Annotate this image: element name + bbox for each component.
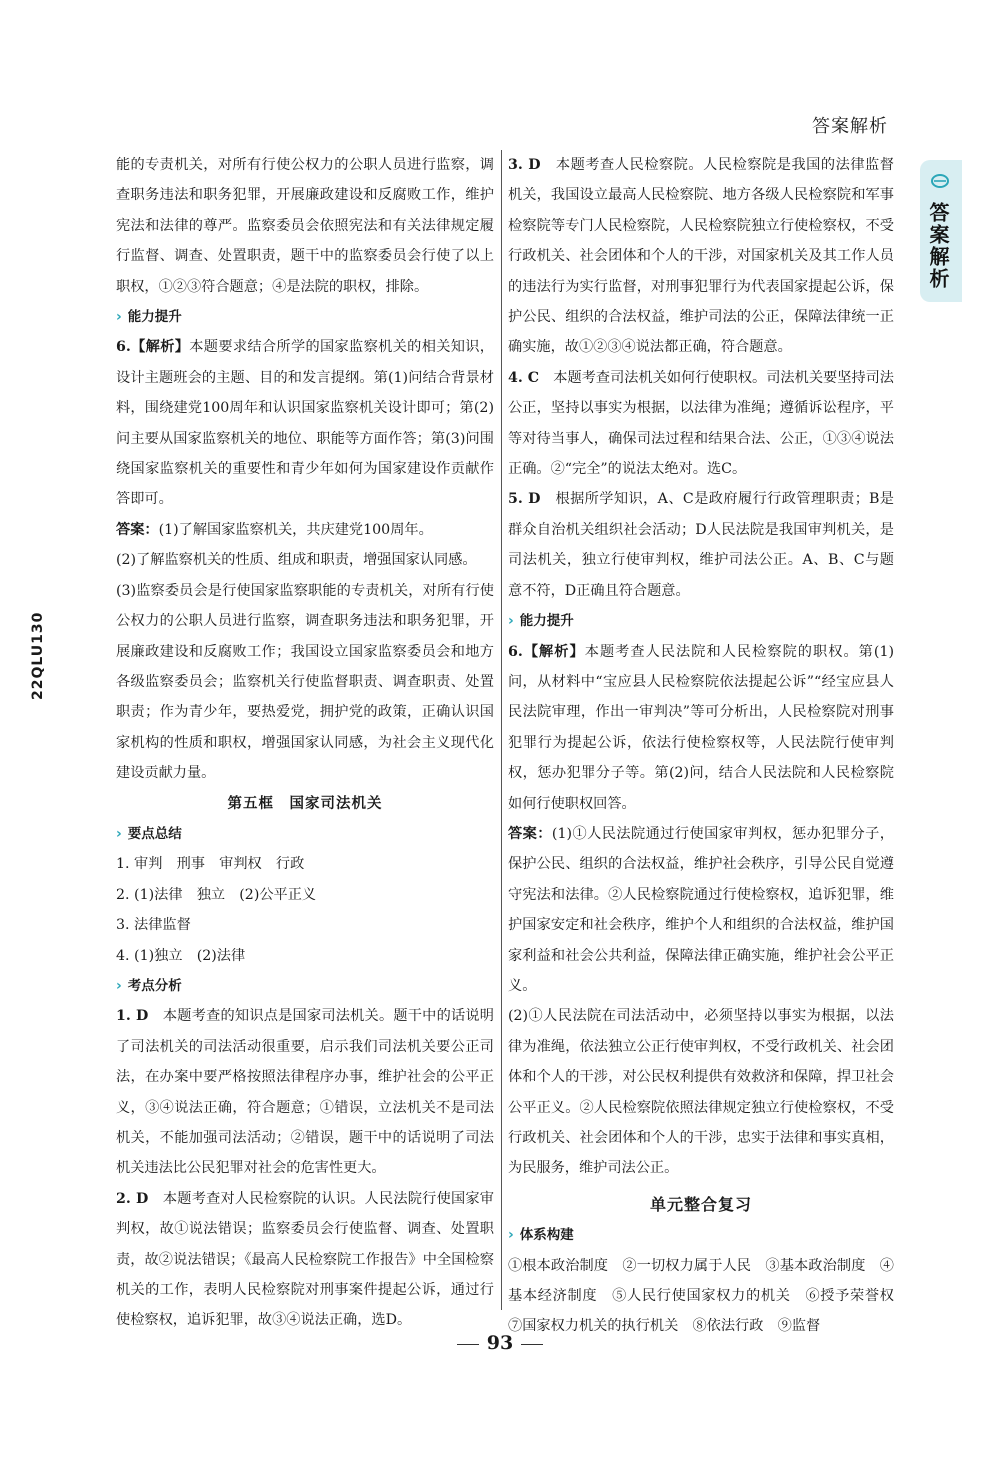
page-header-title: 答案解析 — [812, 116, 888, 137]
question-5-analysis — [508, 484, 894, 606]
side-tab-label: 答案解析 — [926, 202, 950, 290]
answer-text: (1)了解国家监察机关，共庆建党100周年。 — [158, 521, 433, 538]
question-6-analysis — [116, 332, 494, 514]
chevron-right-icon: › — [116, 309, 122, 326]
question-text: 本题考查对人民检察院的认识。人民法院行使国家审判权，故①说法错误；监察委员会行使监督、调查、处置职责，故②说法错误；《最高人民检察院工作报告》中全国检察机关的工作，表明人民检察院对刑事案件提起公诉，通过行使检察权，追诉犯罪，故③④说法正确，选D。 — [116, 1190, 494, 1329]
chevron-right-icon: › — [116, 825, 122, 842]
chevron-right-icon: › — [508, 613, 514, 630]
question-4-analysis — [508, 363, 894, 485]
answer-line — [116, 515, 494, 545]
section-heading-label: 能力提升 — [127, 309, 182, 326]
answer-line: (2)①人民法院在司法活动中，必须坚持以事实为根据，以法律为准绳，依法独立公正行使审判权，不受行政机关、社会团体和个人的干涉，对公民权利提供有效救济和保障，捍卫社会公平正义。②人民检察院依照法律规定独立行使检察权，不受行政机关、社会团体和个人的干涉，忠实于法律和事实真相，为民服务，维护司法公正。 — [508, 1008, 894, 1177]
page-number-dash — [521, 1344, 543, 1345]
question-label: 6.【解析】 — [508, 643, 585, 660]
section-heading-label: 考点分析 — [127, 977, 182, 994]
question-3-analysis — [508, 150, 894, 363]
leaf-icon — [930, 172, 950, 190]
answer-text: (1)①人民法院通过行使国家审判权，惩办犯罪分子，保护公民、组织的合法权益，维护社会秩序，引导公民自觉遵守宪法和法律。②人民检察院通过行使检察权，追诉犯罪，维护国家安定和社会秩序，维护个人和组织的合法权益，维护国家利益和社会公共利益，保障法律正确实施，维护社会公平正义。 — [508, 825, 894, 994]
chevron-right-icon: › — [116, 977, 122, 994]
continued-paragraph: 能的专责机关，对所有行使公权力的公职人员进行监察，调查职务违法和职务犯罪，开展廉政建设和反腐败工作，维护宪法和法律的尊严。监察委员会依照宪法和有关法律规定履行监督、调查、处置职责，题干中的监察委员会行使了以上职权，①②③符合题意；④是法院的职权，排除。 — [116, 157, 494, 295]
question-text: 本题考查司法机关如何行使职权。司法机关要坚持司法公正，坚持以事实为根据，以法律为准绳；遵循诉讼程序，平等对待当事人，确保司法过程和结果合法、公正，①③④说法正确。②“完全”的说法太绝对。选C。 — [508, 369, 894, 478]
question-label: 3. D — [508, 157, 541, 173]
question-1-analysis — [116, 1001, 494, 1183]
question-label: 2. D — [116, 1190, 149, 1207]
question-label: 5. D — [508, 491, 541, 508]
section-heading-key-points — [116, 819, 494, 849]
section-heading-system — [508, 1220, 894, 1250]
answer-label: 答案： — [508, 825, 552, 842]
question-text: 本题考查的知识点是国家司法机关。题干中的话说明了司法机关的司法活动很重要，启示我们司法机关要公正司法，在办案中要严格按照法律程序办事，维护社会的公平正义，③④说法正确，符合题意；①错误，立法机关不是司法机关，不能加强司法活动；②错误，题干中的话说明了司法机关违法比公民犯罪对社会的危害性更大。 — [116, 1008, 494, 1177]
column-divider — [501, 150, 502, 1310]
section-heading-ability — [508, 606, 894, 636]
answer-line: (2)了解监察机关的性质、组成和职责，增强国家认同感。 — [116, 552, 477, 569]
page-number-value: 93 — [486, 1332, 514, 1354]
side-book-code: 22QLU130 — [30, 611, 46, 700]
system-construction-text: ①根本政治制度 ②一切权力属于人民 ③基本政治制度 ④基本经济制度 ⑤人民行使国家权力的机关 ⑥授予荣誉权 ⑦国家权力机关的执行机关 ⑧依法行政 ⑨监督 — [508, 1257, 909, 1335]
question-label: 6.【解析】 — [116, 339, 190, 356]
question-text: 本题要求结合所学的国家监察机关的相关知识，设计主题班会的主题、目的和发言提纲。第(1)问结合背景材料，围绕建党100周年和认识国家监察机关设计即可；第(2)问主要从国家监察机关的地位、职能等方面作答；第(3)问围绕国家监察机关的重要性和青少年如何为国家建设作贡献作答即可。 — [116, 339, 494, 508]
section-heading-analysis — [116, 971, 494, 1001]
chevron-right-icon: › — [508, 1227, 514, 1244]
key-point-item: 3. 法律监督 — [116, 917, 191, 934]
question-label: 1. D — [116, 1008, 149, 1025]
page-number-dash — [457, 1344, 479, 1345]
key-point-item: 4. (1)独立 (2)法律 — [116, 947, 246, 964]
right-column — [508, 150, 909, 1342]
answer-label: 答案： — [116, 521, 159, 538]
unit-review-title: 单元整合复习 — [649, 1194, 752, 1214]
subsection-title: 第五框 国家司法机关 — [227, 794, 383, 812]
section-heading-label: 体系构建 — [519, 1227, 574, 1244]
answer-line — [508, 819, 894, 1001]
question-label: 4. C — [508, 369, 540, 386]
question-text: 根据所学知识，A、C是政府履行行政管理职责；B是群众自治机关组织社会活动；D人民法院是我国审判机关，是司法机关，独立行使审判权，维护司法公正。A、B、C与题意不符，D正确且符合题意。 — [508, 491, 894, 599]
section-heading-label: 要点总结 — [127, 825, 182, 842]
key-point-item: 1. 审判 刑事 审判权 行政 — [116, 856, 305, 873]
side-tab — [920, 160, 962, 302]
section-heading-ability — [116, 302, 494, 332]
question-6-analysis — [508, 637, 894, 819]
page-number — [0, 1332, 1000, 1354]
question-text: 本题考查人民法院和人民检察院的职权。第(1)问，从材料中“宝应县人民检察院依法提起公诉”“经宝应县人民法院审理，作出一审判决”等可分析出，人民检察院对刑事犯罪行为提起公诉，依法行使检察权等，人民法院行使审判权，惩办犯罪分子等。第(2)问，结合人民法院和人民检察院如何行使职权回答。 — [508, 643, 895, 812]
answer-line: (3)监察委员会是行使国家监察职能的专责机关，对所有行使公权力的公职人员进行监察，调查职务违法和职务犯罪，开展廉政建设和反腐败工作；我国设立国家监察委员会和地方各级监察委员会；监察机关行使监督职责、调查职责、处置职责；作为青少年，要热爱党，拥护党的政策，正确认识国家机构的性质和职权，增强国家认同感，为社会主义现代化建设贡献力量。 — [116, 582, 494, 782]
question-2-analysis — [116, 1184, 494, 1336]
section-heading-label: 能力提升 — [519, 613, 574, 630]
key-point-item: 2. (1)法律 独立 (2)公平正义 — [116, 886, 317, 903]
left-column — [116, 150, 494, 1336]
question-text: 本题考查人民检察院。人民检察院是我国的法律监督机关，我国设立最高人民检察院、地方各级人民检察院和军事检察院等专门人民检察院，人民检察院独立行使检察权，不受行政机关、社会团体和个人的干涉，对国家机关及其工作人员的违法行为实行监督，对刑事犯罪行为代表国家提起公诉，保护公民、组织的合法权益，维护司法的公正，保障法律统一正确实施，故①②③④说法都正确，符合题意。 — [508, 157, 894, 356]
